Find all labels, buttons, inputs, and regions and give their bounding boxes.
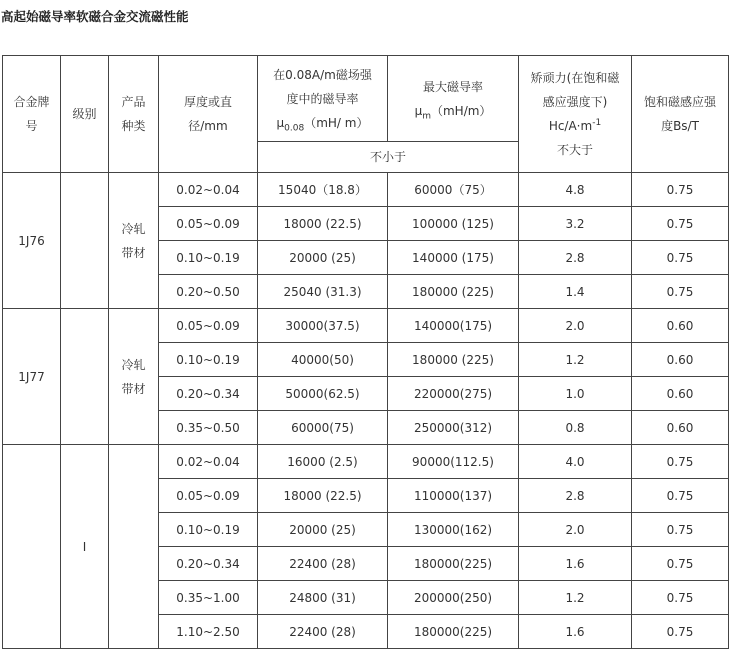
mu-max-unit: （mH/m） (430, 103, 492, 118)
mu-initial-cell: 50000(62.5) (258, 377, 388, 411)
thickness-cell: 0.05~0.09 (159, 309, 258, 343)
header-product-type: 产品 种类 (109, 56, 159, 173)
mu-max-cell: 180000(225) (388, 547, 519, 581)
coercivity-cell: 2.8 (519, 479, 632, 513)
saturation-cell: 0.60 (632, 309, 729, 343)
coercivity-cell: 2.0 (519, 309, 632, 343)
magnetic-properties-table (2, 55, 729, 649)
coercivity-cell: 4.8 (519, 173, 632, 207)
mu-initial-cell: 20000 (25) (258, 513, 388, 547)
thickness-cell: 0.20~0.34 (159, 547, 258, 581)
coercivity-cell: 4.0 (519, 445, 632, 479)
thickness-cell: 1.10~2.50 (159, 615, 258, 649)
mu-max-cell: 250000(312) (388, 411, 519, 445)
mu-max-cell: 140000(175) (388, 309, 519, 343)
mu-max-cell: 130000(162) (388, 513, 519, 547)
page-title: 高起始磁导率软磁合金交流磁性能 (1, 9, 189, 24)
table-row (3, 445, 729, 479)
saturation-cell: 0.75 (632, 173, 729, 207)
thickness-cell: 0.10~0.19 (159, 513, 258, 547)
table-row (3, 309, 729, 343)
thickness-cell: 0.10~0.19 (159, 241, 258, 275)
saturation-cell: 0.75 (632, 581, 729, 615)
mu-max-symbol: μ (414, 103, 423, 118)
saturation-cell: 0.75 (632, 547, 729, 581)
mu-initial-cell: 22400 (28) (258, 547, 388, 581)
table-row (3, 173, 729, 207)
product-type-cell: 冷轧 带材 (109, 173, 159, 309)
mu-initial-cell: 30000(37.5) (258, 309, 388, 343)
header-coercivity: 矫顽力(在饱和磁 感应强度下) $Hc/A\cdot m^{-1}$ 不大于 (519, 56, 632, 173)
alloy-grade-cell: 1J76 (3, 173, 61, 309)
saturation-cell: 0.75 (632, 275, 729, 309)
header-mu-initial: 在0.08A/m磁场强 度中的磁导率 $\mu_{0.08}(mH/$ m） (258, 56, 388, 142)
saturation-cell: 0.60 (632, 411, 729, 445)
mu-max-cell: 180000 (225) (388, 275, 519, 309)
thickness-cell: 0.35~1.00 (159, 581, 258, 615)
header-saturation: 饱和磁感应强 度Bs/T (632, 56, 729, 173)
alloy-grade-cell: 1J77 (3, 309, 61, 445)
saturation-cell: 0.75 (632, 479, 729, 513)
mu-max-subscript: m (422, 110, 431, 121)
mu-initial-cell: 24800 (31) (258, 581, 388, 615)
mu-max-cell: 140000 (175) (388, 241, 519, 275)
product-type-cell: 冷轧 带材 (109, 309, 159, 445)
saturation-cell: 0.75 (632, 615, 729, 649)
coercivity-cell: 3.2 (519, 207, 632, 241)
level-cell (61, 309, 109, 445)
mu-initial-cell: 18000 (22.5) (258, 207, 388, 241)
coercivity-exponent: -1 (592, 118, 602, 128)
saturation-cell: 0.75 (632, 241, 729, 275)
mu-max-cell: 180000 (225) (388, 343, 519, 377)
mu-initial-cell: 20000 (25) (258, 241, 388, 275)
header-thickness: 厚度或直 径/mm (159, 56, 258, 173)
header-level: 级别 (61, 56, 109, 173)
mu-initial-cell: 60000(75) (258, 411, 388, 445)
thickness-cell: 0.05~0.09 (159, 479, 258, 513)
thickness-cell: 0.05~0.09 (159, 207, 258, 241)
mu-initial-cell: 22400 (28) (258, 615, 388, 649)
thickness-cell: 0.20~0.34 (159, 377, 258, 411)
coercivity-note: 不大于 (556, 143, 593, 157)
coercivity-cell: 0.8 (519, 411, 632, 445)
mu-max-cell: 110000(137) (388, 479, 519, 513)
saturation-cell: 0.75 (632, 513, 729, 547)
thickness-cell: 0.35~0.50 (159, 411, 258, 445)
level-cell: I (61, 445, 109, 649)
mu-initial-subscript: 0.08 (284, 122, 305, 133)
coercivity-cell: 1.4 (519, 275, 632, 309)
mu-initial-symbol: μ (276, 115, 285, 130)
header-mu-max: 最大磁导率 $\mu_m(mH/m)$ (388, 56, 519, 142)
saturation-cell: 0.60 (632, 377, 729, 411)
thickness-cell: 0.02~0.04 (159, 173, 258, 207)
saturation-cell: 0.60 (632, 343, 729, 377)
header-row (3, 56, 729, 142)
mu-initial-cell: 25040 (31.3) (258, 275, 388, 309)
saturation-cell: 0.75 (632, 207, 729, 241)
mu-max-cell: 90000(112.5) (388, 445, 519, 479)
coercivity-cell: 1.2 (519, 581, 632, 615)
saturation-cell: 0.75 (632, 445, 729, 479)
mu-max-cell: 200000(250) (388, 581, 519, 615)
coercivity-unit: Hc/A·m (548, 119, 593, 133)
alloy-grade-cell (3, 445, 61, 649)
coercivity-cell: 2.0 (519, 513, 632, 547)
coercivity-cell: 1.2 (519, 343, 632, 377)
coercivity-cell: 1.6 (519, 547, 632, 581)
mu-initial-cell: 15040（18.8） (258, 173, 388, 207)
thickness-cell: 0.10~0.19 (159, 343, 258, 377)
mu-max-cell: 60000（75） (388, 173, 519, 207)
mu-initial-unit: （mH/ m） (304, 115, 369, 130)
mu-max-cell: 220000(275) (388, 377, 519, 411)
thickness-cell: 0.02~0.04 (159, 445, 258, 479)
coercivity-cell: 1.6 (519, 615, 632, 649)
level-cell (61, 173, 109, 309)
mu-initial-cell: 16000 (2.5) (258, 445, 388, 479)
mu-initial-cell: 40000(50) (258, 343, 388, 377)
product-type-cell (109, 445, 159, 649)
mu-max-cell: 180000(225) (388, 615, 519, 649)
header-alloy-grade: 合金牌 号 (3, 56, 61, 173)
mu-initial-cell: 18000 (22.5) (258, 479, 388, 513)
header-not-less-than: 不小于 (258, 142, 519, 173)
mu-max-cell: 100000 (125) (388, 207, 519, 241)
coercivity-cell: 2.8 (519, 241, 632, 275)
coercivity-cell: 1.0 (519, 377, 632, 411)
thickness-cell: 0.20~0.50 (159, 275, 258, 309)
